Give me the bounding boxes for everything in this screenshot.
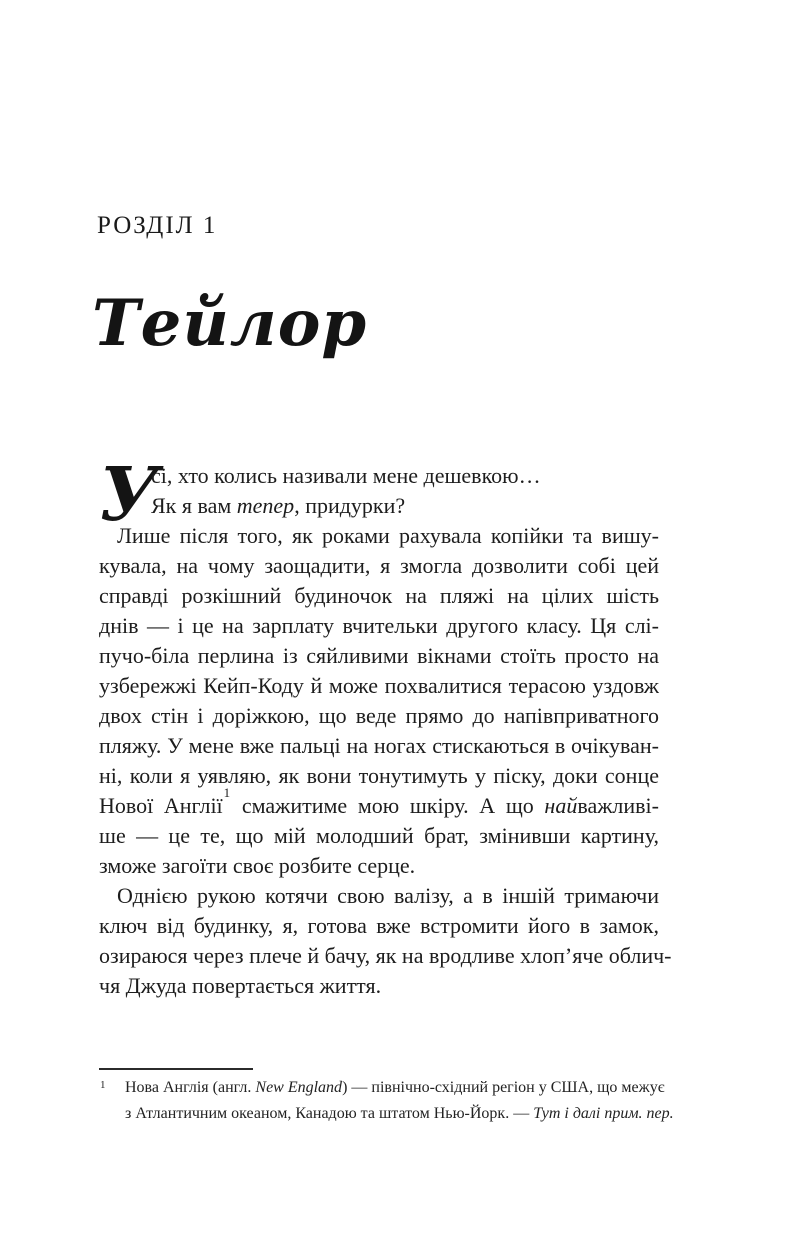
footnote-ref: 1 [223, 784, 231, 800]
body-line: зможе загоїти своє розбите серце. [99, 853, 416, 878]
body-line: днів — і це на зарплату вчительки другого класу. Ця слі- [99, 613, 659, 638]
chapter-title: Тейлор [92, 286, 368, 361]
emphasized-phrase: Тут і далі прим. пер. [533, 1105, 674, 1122]
body-line: ше — це те, що мій молодший брат, змінивши картину, [99, 823, 659, 848]
dialogue-text: Як я вам [151, 493, 237, 518]
body-line: двох стін і доріжкою, що веде прямо до напівприватного [99, 703, 659, 728]
body-line: Однією рукою котячи свою валізу, а в іншій тримаючи [117, 883, 659, 908]
footnote-line: Нова Англія (англ. New England) — північно-східний регіон у США, що межує [125, 1079, 665, 1096]
footnote-marker: 1 [100, 1079, 106, 1091]
drop-cap: У [99, 452, 160, 538]
dialogue-text: , придурки? [294, 493, 406, 518]
footnote [99, 1075, 674, 1127]
body-line: узбережжі Кейп-Коду й може похвалитися терасою уздовж [99, 673, 659, 698]
footnote-body [99, 1075, 674, 1127]
body-line: кувала, на чому заощадити, я змогла дозволити собі цей [99, 553, 659, 578]
body-line: ключ від будинку, я, готова вже встромити його в замок, [99, 913, 659, 938]
emphasized-word: тепер [236, 493, 295, 518]
footnote-rule [99, 1068, 253, 1070]
dialogue-line [99, 491, 659, 521]
dialogue-text: сі, хто колись називали мене дешевкою… [151, 463, 541, 488]
chapter-label: РОЗДІЛ 1 [97, 212, 218, 239]
body-line: пучо-біла перлина із сяйливими вікнами стоїть просто на [99, 643, 659, 668]
emphasized-phrase: New England [255, 1079, 343, 1096]
body-line: Нової Англії$^1$ смажитиме мою шкіру. А що найважливі- [99, 784, 659, 818]
footnote-line: з Атлантичним океаном, Канадою та штатом Нью-Йорк. — Тут і далі прим. пер. [125, 1105, 674, 1122]
body-line: озираюся через плече й бачу, як на вродливе хлоп’яче облич- [99, 943, 672, 968]
body-line: чя Джуда повертається життя. [99, 973, 382, 998]
dialogue-line [99, 461, 659, 491]
body-line: пляжу. У мене вже пальці на ногах стискаються в очікуван- [99, 733, 659, 758]
body-line: ні, коли я уявляю, як вони тонутимуть у піску, доки сонце [99, 763, 659, 788]
body-line: справді розкішний будиночок на пляжі на цілих шість [99, 583, 659, 608]
body-line: Лише після того, як роками рахувала копійки та вишу- [117, 523, 659, 548]
emphasized-word: най [544, 793, 578, 818]
body-text [99, 452, 672, 1001]
